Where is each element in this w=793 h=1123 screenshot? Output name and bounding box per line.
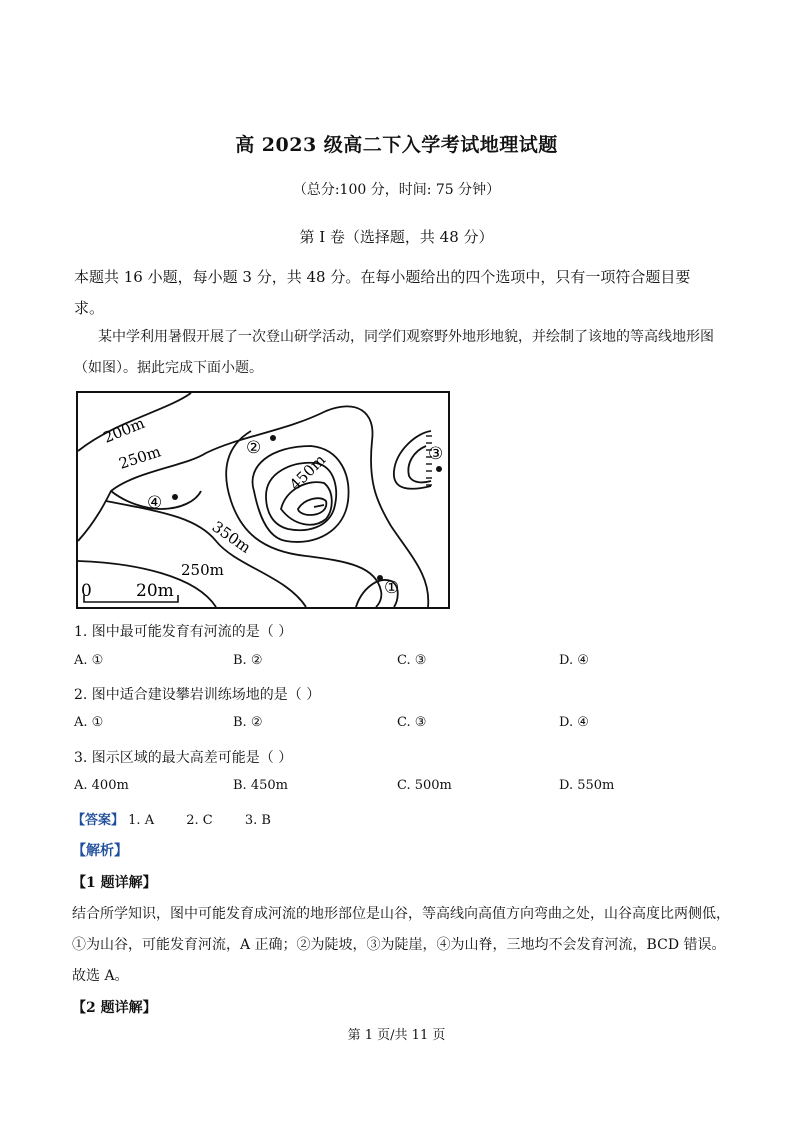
passage-line-1: 某中学利用暑假开展了一次登山研学活动，同学们观察野外地形地貌，并绘制了该地的等高线地形图 [98, 329, 714, 345]
answer-label: 【答案】 [72, 813, 125, 828]
point-3-label: ③ [428, 444, 444, 464]
q1-detail-line-1: 结合所学知识，图中可能发育成河流的地形部位是山谷，等高线向高值方向弯曲之处，山谷高度比两侧低， [72, 906, 730, 922]
q1-detail-heading: 【1 题详解】 [72, 875, 157, 891]
contour-label-450: 450m [286, 450, 330, 494]
answer-3: 3. B [244, 813, 271, 828]
q1-detail-line-3: 故选 A。 [72, 968, 129, 984]
q1-option-d: D. ④ [559, 653, 589, 668]
q1-option-c: C. ③ [397, 653, 427, 668]
q3-option-a: A. 400m [74, 778, 129, 793]
q3-option-d: D. 550m [559, 778, 615, 793]
point-1-label: ① [384, 578, 400, 598]
instructions-line-1: 本题共 16 小题，每小题 3 分，共 48 分。在每小题给出的四个选项中，只有一项符合题目要 [74, 268, 691, 286]
question-1-stem: 1. 图中最可能发育有河流的是（ ） [74, 624, 293, 640]
contour-label-250-top: 250m [116, 442, 163, 473]
q2-option-a: A. ① [74, 715, 104, 730]
contour-map [76, 391, 450, 609]
passage [74, 322, 724, 384]
passage-line-2: （如图）。据此完成下面小题。 [74, 360, 263, 376]
question-2-stem: 2. 图中适合建设攀岩训练场地的是（ ） [74, 687, 321, 703]
page-title: 高 2023 级高二下入学考试地理试题 [235, 134, 558, 156]
q2-option-b: B. ② [233, 715, 263, 730]
page-footer: 第 1 页/共 11 页 [347, 1028, 446, 1043]
exam-meta: （总分:100 分，时间: 75 分钟） [292, 182, 501, 198]
question-3-stem: 3. 图示区域的最大高差可能是（ ） [74, 750, 293, 766]
answer-line [72, 809, 271, 828]
instructions-line-2: 求。 [74, 299, 105, 317]
q2-option-c: C. ③ [397, 715, 427, 730]
point-2-label: ② [246, 438, 262, 458]
point-4-label: ④ [147, 493, 163, 513]
section-heading: 第 I 卷（选择题，共 48 分） [299, 228, 494, 246]
q2-detail-heading: 【2 题详解】 [72, 1000, 157, 1016]
contour-label-200: 200m [100, 413, 148, 447]
q1-option-b: B. ② [233, 653, 263, 668]
answer-1: 1. A [128, 813, 155, 828]
q3-option-c: C. 500m [397, 778, 452, 793]
q3-option-b: B. 450m [233, 778, 288, 793]
scale-end: 20m [136, 581, 174, 601]
answer-2: 2. C [186, 813, 213, 828]
q1-detail-line-2: ①为山谷，可能发育河流，A 正确；②为陡坡，③为陡崖，④为山脊，三地均不会发育河流，BCD 错误。 [72, 937, 726, 953]
q2-option-d: D. ④ [559, 715, 589, 730]
scale-start: 0 [81, 581, 92, 601]
analysis-label: 【解析】 [72, 843, 128, 859]
contour-label-350: 350m [208, 517, 255, 557]
instructions [74, 262, 724, 324]
contour-label-250-bottom: 250m [181, 561, 224, 579]
q1-option-a: A. ① [74, 653, 104, 668]
